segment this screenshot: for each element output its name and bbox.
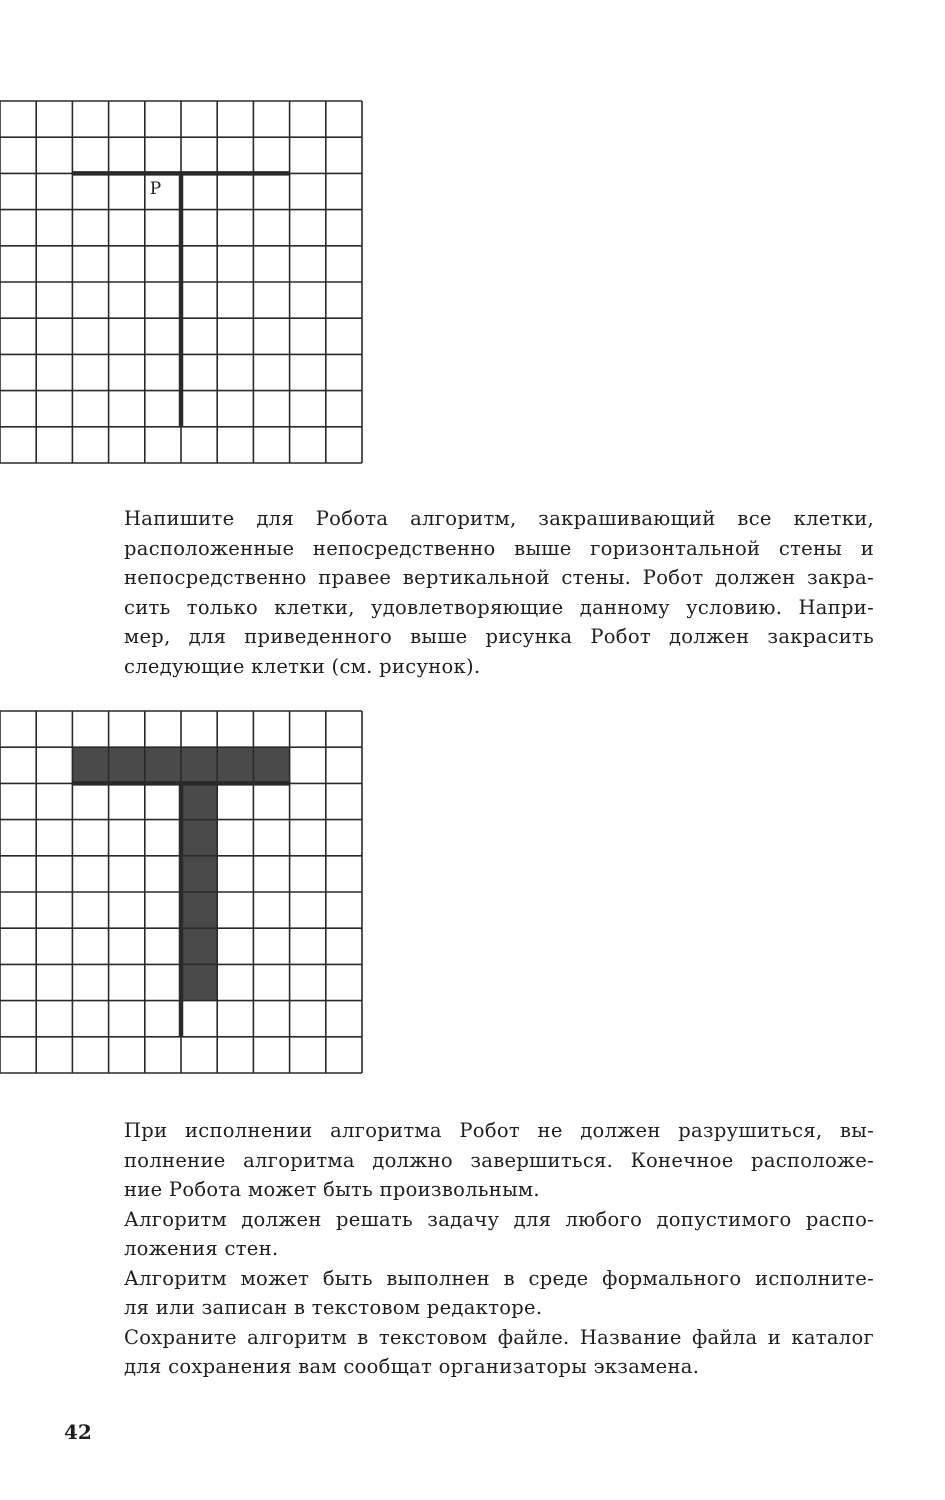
- field2-shaded-cell: [72, 747, 108, 783]
- task-text-line: мер, для приведенного выше рисунка Робот должен закрасить: [124, 625, 874, 648]
- field1-grid-svg: [0, 100, 363, 464]
- task-text-line: Напишите для Робота алгоритм, закрашивающий все клетки,: [124, 507, 874, 530]
- field2-shaded-cell: [181, 856, 217, 892]
- field2-shaded-cell: [181, 783, 217, 819]
- field2-shaded-cell: [217, 747, 253, 783]
- field2-shaded-cell: [181, 964, 217, 1000]
- requirement-text-line: ля или записан в текстовом редакторе.: [124, 1296, 543, 1319]
- page-number: 42: [64, 1420, 92, 1444]
- requirement-text-line: ложения стен.: [124, 1237, 279, 1260]
- task-text-line: сить только клетки, удовлетворяющие данному условию. Напри-: [124, 595, 874, 619]
- field2-shaded-cell: [145, 747, 181, 783]
- requirement-text-line: полнение алгоритма должно завершиться. Конечное расположе-: [124, 1148, 874, 1172]
- task-requirements: [124, 1116, 874, 1382]
- field2-shaded-cell: [181, 928, 217, 964]
- robot-marker-label: Р: [149, 179, 162, 200]
- task-text-line: следующие клетки (см. рисунок).: [124, 654, 481, 678]
- task-text-line: непосредственно правее вертикальной стены. Робот должен закра-: [124, 566, 874, 589]
- field2-shaded-cell: [181, 892, 217, 928]
- requirement-text-line: Алгоритм должен решать задачу для любого допустимого распо-: [124, 1207, 874, 1231]
- requirement-text-line: Сохраните алгоритм в текстовом файле. Название файла и каталог: [124, 1325, 874, 1349]
- requirement-text-line: для сохранения вам сообщат организаторы экзамена.: [124, 1355, 700, 1378]
- robot-field-initial: [0, 101, 362, 463]
- field2-shaded-cell: [253, 747, 289, 783]
- field2-shaded-cell: [181, 820, 217, 856]
- field2-grid-svg: [0, 710, 363, 1074]
- task-description: [124, 504, 874, 681]
- requirement-text-line: Алгоритм может быть выполнен в среде формального исполните-: [124, 1266, 874, 1290]
- field2-shaded-cell: [181, 747, 217, 783]
- task-text-line: расположенные непосредственно выше горизонтальной стены и: [124, 536, 874, 560]
- field2-shaded-cell: [109, 747, 145, 783]
- requirement-text-line: При исполнении алгоритма Робот не должен разрушиться, вы-: [124, 1119, 874, 1142]
- robot-field-result: [0, 711, 362, 1073]
- requirement-text-line: ние Робота может быть произвольным.: [124, 1178, 540, 1201]
